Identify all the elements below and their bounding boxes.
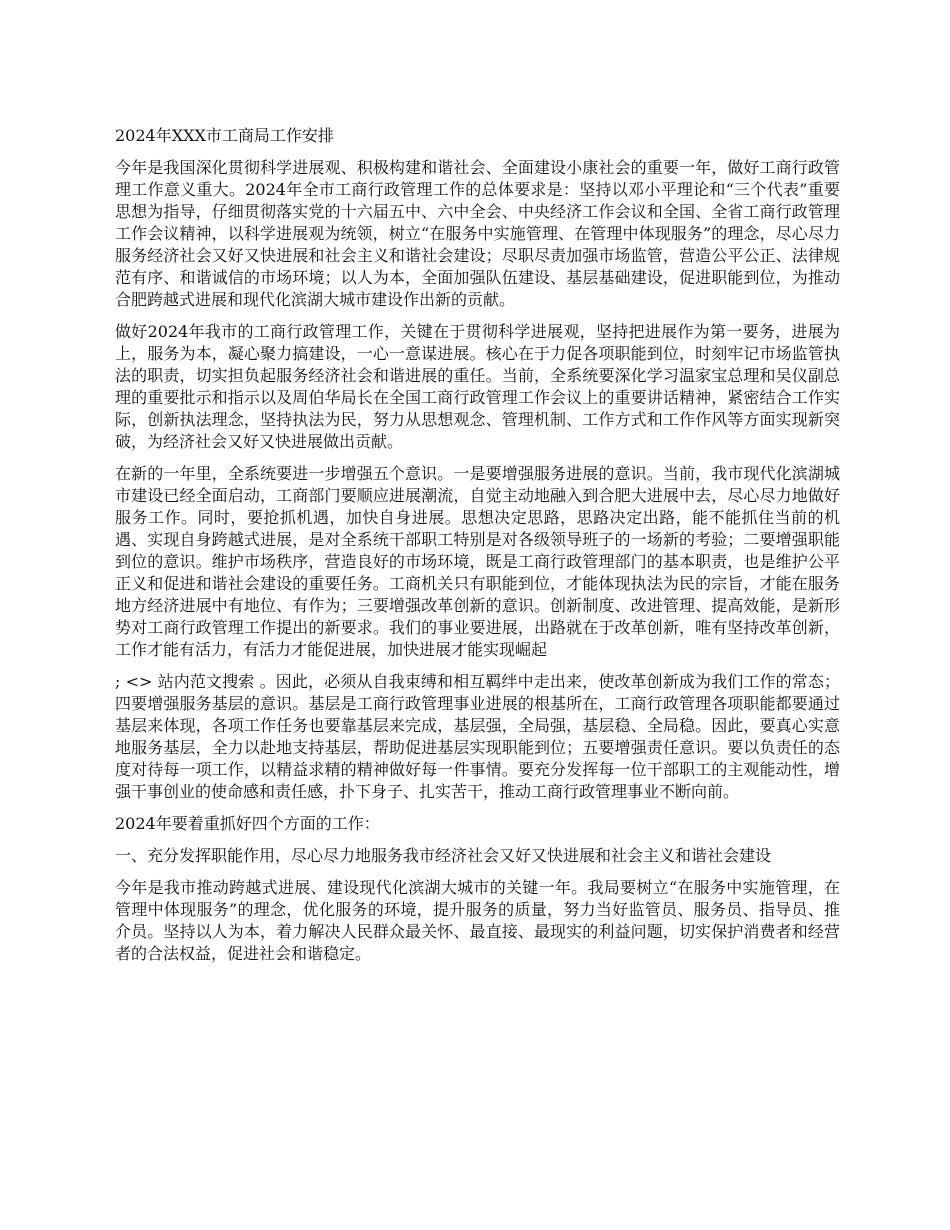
paragraph-6: 一、充分发挥职能作用，尽心尽力地服务我市经济社会又好又快进展和社会主义和谐社会建设 (115, 846, 772, 865)
paragraph-3: 在新的一年里，全系统要进一步增强五个意识。一是要增强服务进展的意识。当前，我市现代化滨湖城市建设已经全面启动，工商部门要顺应进展潮流，自觉主动地融入到合肥大进展中去，尽心尽力地做好服务工作。同时，要抢抓机遇，加快自身进展。思想决定思路，思路决定出路，能不能抓住当前的机遇、实现自身跨越式进展，是对全系统干部职工特别是对各级领导班子的一场新的考验；二要增强职能到位的意识。维护市场秩序，营造良好的市场环境，既是工商行政管理部门的基本职责，也是维护公平正义和促进和谐社会建设的重要任务。工商机关只有职能到位，才能体现执法为民的宗旨，才能在服务地方经济进展中有地位、有作为；三要增强改革创新的意识。创新制度、改进管理、提高效能，是新形势对工商行政管理工作提出的新要求。我们的事业要进展，出路就在于改革创新，唯有坚持改革创新，工作才能有活力，有活力才能促进展，加快进展才能实现崛起 (115, 464, 840, 659)
document-title: 2024年XXX市工商局工作安排 (115, 126, 334, 145)
paragraph-7: 今年是我市推动跨越式进展、建设现代化滨湖大城市的关键一年。我局要树立“在服务中实施管理，在管理中体现服务”的理念，优化服务的环境，提升服务的质量，努力当好监管员、服务员、指导员、推介员。坚持以人为本，着力解决人民群众最关怀、最直接、最现实的利益问题，切实保护消费者和经营者的合法权益，促进社会和谐稳定。 (115, 878, 840, 963)
document-page (115, 125, 840, 975)
paragraph-4: ; <> 站内范文搜索 。因此，必须从自我束缚和相互羁绊中走出来，使改革创新成为我们工作的常态；四要增强服务基层的意识。基层是工商行政管理事业进展的根基所在，工商行政管理各项职能都要通过基层来体现，各项工作任务也要靠基层来完成，基层强，全局强，基层稳、全局稳。因此，要真心实意地服务基层，全力以赴地支持基层，帮助促进基层实现职能到位；五要增强责任意识。要以负责任的态度对待每一项工作，以精益求精的精神做好每一件事情。要充分发挥每一位干部职工的主观能动性，增强干事创业的使命感和责任感，扑下身子、扎实苦干，推动工商行政管理事业不断向前。 (115, 672, 840, 801)
paragraph-5: 2024年要着重抓好四个方面的工作： (115, 814, 380, 833)
paragraph-2: 做好2024年我市的工商行政管理工作，关键在于贯彻科学进展观，坚持把进展作为第一要务，进展为上，服务为本，凝心聚力搞建设，一心一意谋进展。核心在于力促各项职能到位，时刻牢记市场监管执法的职责，切实担负起服务经济社会和谐进展的重任。当前，全系统要深化学习温家宝总理和吴仪副总理的重要批示和指示以及周伯华局长在全国工商行政管理工作会议上的重要讲话精神，紧密结合工作实际，创新执法理念，坚持执法为民，努力从思想观念、管理机制、工作方式和工作作风等方面实现新突破，为经济社会又好又快进展做出贡献。 (115, 322, 840, 451)
paragraph-1: 今年是我国深化贯彻科学进展观、积极构建和谐社会、全面建设小康社会的重要一年，做好工商行政管理工作意义重大。2024年全市工商行政管理工作的总体要求是：坚持以邓小平理论和“三个代表”重要思想为指导，仔细贯彻落实党的十六届五中、六中全会、中央经济工作会议和全国、全省工商行政管理工作会议精神，以科学进展观为统领，树立“在服务中实施管理、在管理中体现服务”的理念，尽心尽力服务经济社会又好又快进展和社会主义和谐社会建设；尽职尽责加强市场监管，营造公平公正、法律规范有序、和谐诚信的市场环境；以人为本，全面加强队伍建设、基层基础建设，促进职能到位，为推动合肥跨越式进展和现代化滨湖大城市建设作出新的贡献。 (115, 158, 840, 309)
